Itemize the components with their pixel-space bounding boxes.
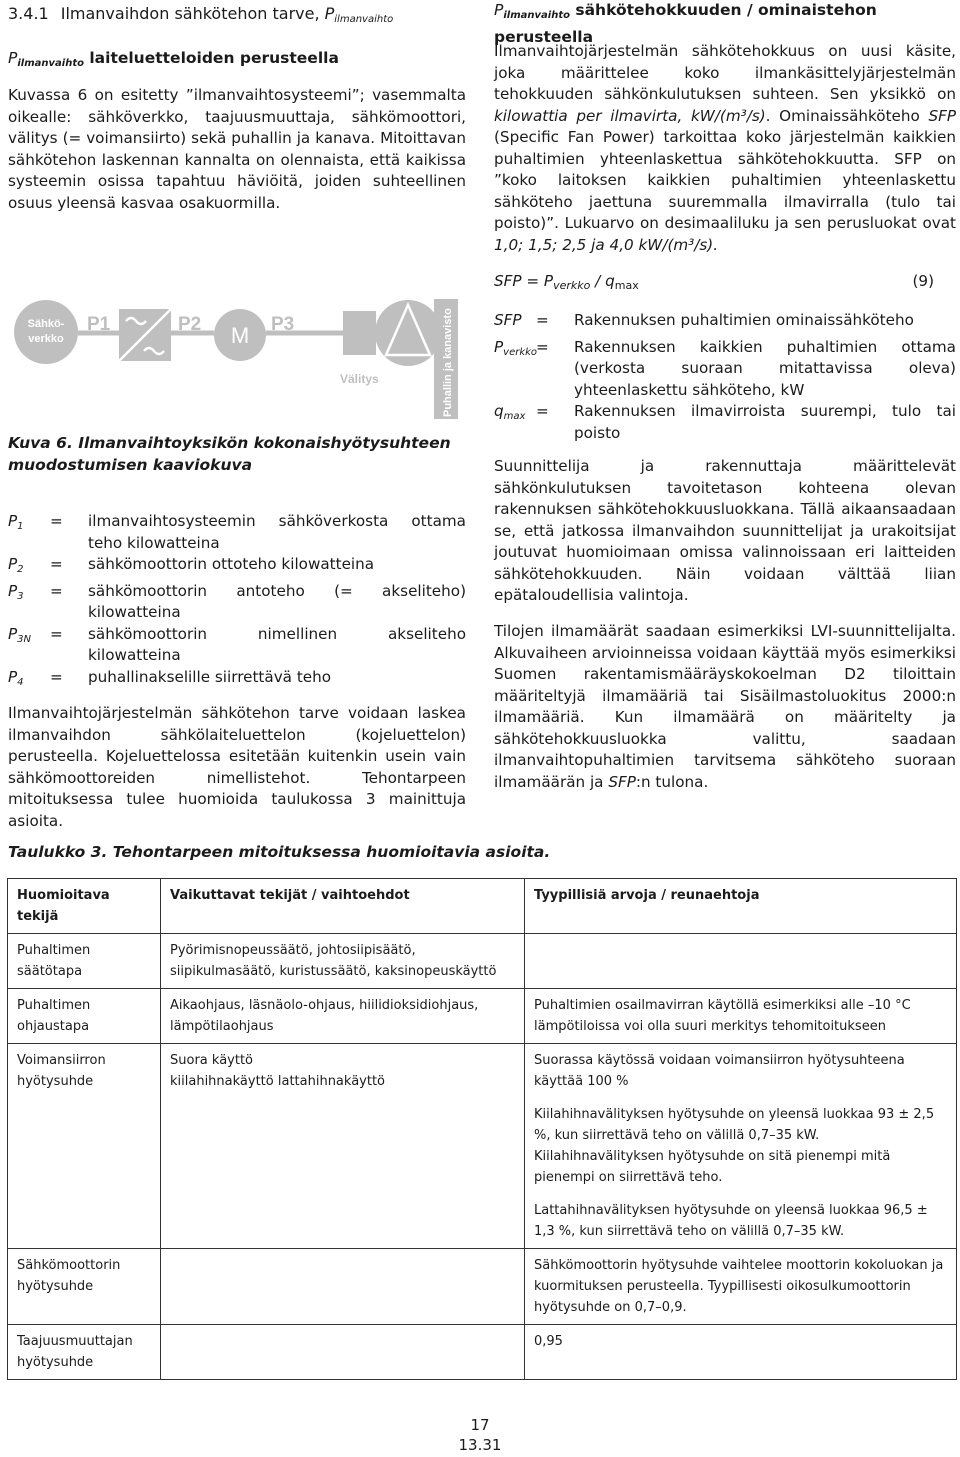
definition-text: ilmanvaihtosysteemin sähköverkosta ottama teho kilowatteina: [88, 512, 466, 552]
system-diagram: [8, 247, 460, 421]
label-fan-duct: Puhallin ja kanavisto: [442, 308, 454, 417]
left-subheading-subscript: ilmanvaihto: [17, 57, 84, 69]
table-cell: [161, 1249, 525, 1325]
definition-text: sähkömoottorin nimellinen akseliteho kilowatteina: [88, 624, 466, 664]
section-symbol: P: [324, 4, 335, 23]
table-cell: Puhaltimien osailmavirran käytöllä esimerkiksi alle –10 °C lämpötiloissa voi olla suuri merkitys tehomitoitukseen: [525, 989, 957, 1044]
definition-symbol: $P_{verkko}$: [494, 337, 538, 358]
right-subheading-subscript: ilmanvaihto: [503, 10, 570, 21]
left-subheading-text: laiteluetteloiden perusteella: [83, 48, 339, 67]
table-cell: Sähkömoottorin hyötysuhde: [8, 1249, 161, 1325]
table-header: Tyypillisiä arvoja / reunaehtoja: [525, 879, 957, 934]
section-heading: [8, 3, 466, 31]
grid-label-2: verkko: [28, 333, 64, 345]
system-diagram-svg: [8, 247, 460, 421]
table-cell: Aikaohjaus, läsnäolo-ohjaus, hiilidioksidiohjaus, lämpötilaohjaus: [161, 989, 525, 1044]
table-cell: Sähkömoottorin hyötysuhde vaihtelee moottorin kokoluokan ja kuormituksen perusteella. Tyypillisesti oikosulkumoottorin hyötysuhde on 0,7–0,9.: [525, 1249, 957, 1325]
definition-symbol: $q_{max}$: [494, 402, 526, 422]
label-p3: P3: [271, 314, 295, 335]
table-cell: Suora käyttö kiilahihnakäyttö lattahihnakäyttö: [161, 1044, 525, 1249]
left-column: [8, 0, 466, 214]
table-row: [8, 1044, 957, 1249]
label-p2: P2: [178, 314, 202, 335]
definition-row: [8, 667, 466, 694]
definition-symbol: $P_4$: [8, 667, 24, 688]
table-header-row: [8, 879, 957, 934]
table-cell: Puhaltimen ohjaustapa: [8, 989, 161, 1044]
definition-text: Rakennuksen kaikkien puhaltimien ottama (verkosta suoraan mitattavissa oleva) yhteenlaskettu sähköteho, kW: [574, 337, 956, 399]
definition-text: sähkömoottorin ottoteho kilowatteina: [88, 555, 375, 573]
right-paragraph-1: Ilmanvaihtojärjestelmän sähkötehokkuus on uusi käsite, joka määrittelee koko ilmankäsittelyjärjestelmän tehokkuuden sähkönkulutuksen suhteen. Sen yksikkö on kilowattia per ilmavirta, kW/(m³/s). Ominaissähköteho SFP (Specific Fan Power) tarkoittaa koko järjestelmän kaikkien puhaltimien yhteenlaskettua sähkötehokkuutta. SFP on ”koko laitoksen kaikkien puhaltimien yhteenlaskettu sähköteho jaettuna suuremmalla ilmavirralla (tulo tai poisto)”. Lukuarvo on desimaaliluku ja sen perusluokat ovat 1,0; 1,5; 2,5 ja 4,0 kW/(m³/s).: [494, 42, 956, 254]
table-header: Vaikuttavat tekijät / vaihtoehdot: [161, 879, 525, 934]
definition-symbol: $P_1$: [8, 512, 24, 532]
right-paragraph-2: Suunnittelija ja rakennuttaja määrittelevät sähkönkulutuksen tavoitetason kohteena olevan rakennuksen sähkötehokkuusluokkana. Tällä aikaansaadaan se, että jatkossa ilmanvaihdon suunnittelijat ja urakoitsijat joutuvat huomioimaan omissa valinnoissaan eri laitteiden sähkötehokkuuden. Näin voidaan välttää liian epätaloudellisia valintoja.: [494, 457, 956, 604]
motor-label: M: [230, 323, 250, 348]
definition-equals: =: [50, 581, 63, 600]
label-valitys: Välitys: [340, 372, 379, 386]
label-p1: P1: [87, 314, 111, 335]
table-cell: Voimansiirron hyötysuhde: [8, 1044, 161, 1249]
considerations-table: [7, 878, 957, 1380]
section-title: Ilmanvaihdon sähkötehon tarve,: [60, 4, 325, 23]
definition-row: [494, 310, 956, 337]
definition-equals: =: [50, 555, 63, 573]
table-row: [8, 989, 957, 1044]
definition-symbol: $P_{3N}$: [8, 624, 32, 645]
page-number: 17: [470, 1416, 490, 1434]
right-subheading-text: sähkötehokkuuden / ominaistehon perusteella: [494, 1, 877, 46]
table-cell: Puhaltimen säätötapa: [8, 934, 161, 989]
section-number: 3.4.1: [8, 4, 49, 23]
definition-row: [494, 337, 956, 402]
definition-text: sähkömoottorin antoteho (= akseliteho) kilowatteina: [88, 581, 466, 621]
table-row: [8, 1249, 957, 1325]
table-cell: Taajuusmuuttajan hyötysuhde: [8, 1325, 161, 1380]
left-paragraph-1: Kuvassa 6 on esitetty ”ilmanvaihtosysteemi”; vasemmalta oikealle: sähköverkko, taajuusmuuttaja, sähkömoottori, välitys (= voimansiirto) sekä puhallin ja kanava. Mitoittavan sähkötehon laskennan kannalta on olennaista, että kaikissa systeemin osissa tapahtuu häviöitä, joiden suhteellinen osuus yleensä kasvaa osakuormilla.: [8, 86, 466, 212]
table-row: [8, 934, 957, 989]
left-paragraph-2: Ilmanvaihtojärjestelmän sähkötehon tarve voidaan laskea ilmanvaihdon sähkölaiteluettelon (kojeluettelon) perusteella. Kojeluettelossa esitetään kuitenkin usein vain sähkömoottoreiden nimellistehot. Tehontarpeen mitoituksessa tulee huomioida taulukossa 3 mainittuja asioita.: [8, 704, 466, 830]
definition-equals: =: [50, 512, 63, 530]
right-paragraph-3: Tilojen ilmamäärät saadaan esimerkiksi LVI-suunnittelijalta. Alkuvaiheen arvioinneissa voidaan käyttää myös esimerkiksi Suomen rakentamismääräyskokoelman D2 tiloittain määriteltyjä ilmamääriä tai Sisäilmastoluokitus 2000:n ilmamääriä. Kun ilmamäärä on määritelty ja sähkötehokkuusluokka valittu, saadaan ilmanvaihtopuhaltimien tarvitsema sähköteho suoraan ilmamäärän ja SFP:n tulona.: [494, 622, 956, 791]
definition-row: [8, 511, 466, 554]
definition-symbol: $P_2$: [8, 555, 24, 575]
table-row: [8, 1325, 957, 1380]
definition-row: [8, 624, 466, 667]
label-p4: P4: [347, 314, 371, 335]
definition-row: [8, 554, 466, 581]
table-cell: [161, 1325, 525, 1380]
sfp-formula: SFP = $P_{verkko} / q_{max}$ (9): [494, 272, 934, 292]
left-definitions: [8, 511, 466, 693]
document-code: 13.31: [458, 1436, 502, 1454]
right-definitions: [494, 310, 956, 444]
definition-symbol: SFP: [494, 311, 522, 329]
figure-caption: Kuva 6. Ilmanvaihtoyksikön kokonaishyötysuhteen muodostumisen kaaviokuva: [8, 434, 451, 474]
definition-equals: =: [536, 402, 549, 420]
definition-equals: =: [536, 311, 549, 329]
left-subheading-symbol: P: [8, 48, 18, 67]
definition-equals: =: [536, 337, 549, 356]
definition-text: Rakennuksen ilmavirroista suurempi, tulo tai poisto: [574, 402, 956, 442]
table-header: Huomioitava tekijä: [8, 879, 161, 934]
definition-equals: =: [50, 667, 63, 686]
right-subheading-symbol: P: [494, 1, 504, 19]
table-cell: Pyörimisnopeussäätö, johtosiipisäätö, siipikulmasäätö, kuristussäätö, kaksinopeuskäyttö: [161, 934, 525, 989]
table-cell: Suorassa käytössä voidaan voimansiirron hyötysuhteena käyttää 100 % Kiilahihnavälityksen hyötysuhde on yleensä luokkaa 93 ± 2,5 %, kun siirrettävä teho on välillä 0,7–35 kW. Kiilahihnavälityksen hyötysuhde on sitä pienempi mitä pienempi on siirrettävä teho. Lattahihnavälityksen hyötysuhde on yleensä luokkaa 96,5 ± 1,3 %, kun siirrettävä teho on välillä 0,7–35 kW.: [525, 1044, 957, 1249]
definition-equals: =: [50, 624, 63, 643]
table-cell: [525, 934, 957, 989]
formula-number: (9): [912, 272, 934, 290]
definition-text: Rakennuksen puhaltimien ominaissähköteho: [574, 311, 914, 329]
grid-label-1: Sähkö-: [27, 318, 65, 330]
left-subheading: [8, 48, 466, 75]
section-subscript: ilmanvaihto: [334, 14, 394, 25]
definition-text: puhallinakselille siirrettävä teho: [88, 667, 332, 686]
definition-symbol: $P_3$: [8, 581, 24, 602]
definition-row: [494, 401, 956, 444]
definition-row: [8, 581, 466, 624]
grid-circle: [14, 300, 78, 364]
table-caption: Taulukko 3. Tehontarpeen mitoituksessa huomioitavia asioita.: [8, 843, 551, 861]
table-cell: 0,95: [525, 1325, 957, 1380]
